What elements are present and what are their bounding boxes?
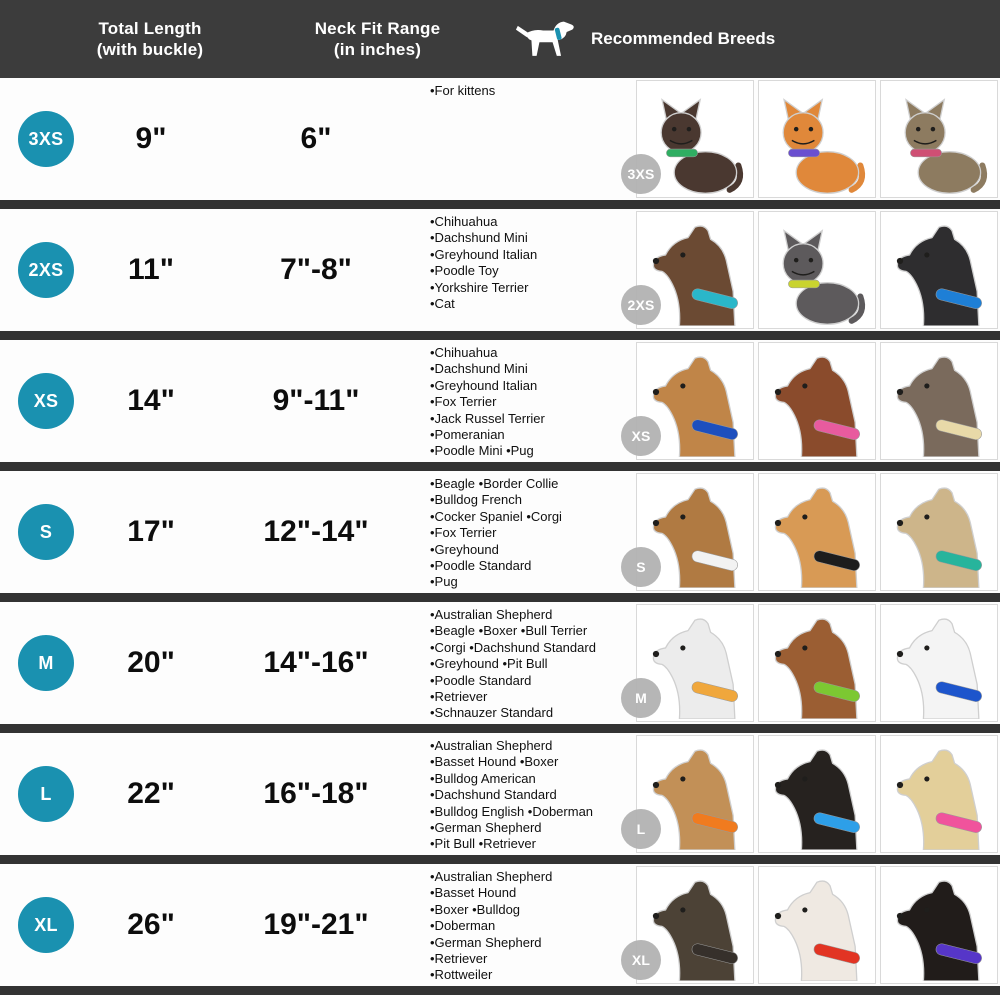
dog-photo bbox=[880, 735, 998, 853]
header-neck-fit-line2: (in inches) bbox=[333, 40, 422, 59]
size-label: XS bbox=[33, 390, 59, 411]
size-badge bbox=[18, 242, 74, 298]
breed-item: •Pit Bull •Retriever bbox=[430, 836, 536, 852]
breed-list bbox=[422, 864, 632, 986]
size-badge bbox=[18, 504, 74, 560]
breed-item: •Cocker Spaniel •Corgi bbox=[430, 508, 562, 524]
breed-item: •Dachshund Mini bbox=[430, 230, 528, 246]
row-separator bbox=[0, 724, 1000, 733]
size-label: XL bbox=[34, 914, 58, 935]
photo-strip bbox=[636, 733, 1000, 855]
dog-photo bbox=[758, 604, 876, 722]
neck-fit-value: 7"-8" bbox=[280, 253, 352, 286]
photo-strip bbox=[631, 864, 1000, 986]
dog-photo bbox=[631, 866, 754, 984]
dog-photo-icon bbox=[765, 353, 869, 457]
size-cell bbox=[0, 209, 92, 331]
breed-item: •German Shepherd bbox=[430, 934, 542, 950]
dog-photo bbox=[758, 342, 876, 460]
neck-fit-value: 19"-21" bbox=[263, 908, 369, 941]
breed-list bbox=[422, 602, 632, 724]
total-length-value: 26" bbox=[127, 908, 175, 941]
size-cell bbox=[0, 471, 92, 593]
photo-strip bbox=[636, 471, 1000, 593]
size-badge bbox=[18, 111, 74, 167]
size-badge bbox=[18, 766, 74, 822]
row-separator bbox=[0, 855, 1000, 864]
dog-photo bbox=[880, 211, 998, 329]
dog-photo-icon bbox=[887, 615, 991, 719]
breed-item: •Poodle Standard bbox=[430, 672, 532, 688]
size-cell bbox=[0, 733, 92, 855]
cat-photo-icon bbox=[887, 91, 991, 195]
header-neck-fit-line1: Neck Fit Range bbox=[314, 19, 441, 38]
size-cell bbox=[0, 864, 92, 986]
breed-item: •Schnauzer Standard bbox=[430, 705, 554, 721]
cat-photo-icon bbox=[765, 91, 869, 195]
breed-item: •Beagle •Border Collie bbox=[430, 476, 559, 491]
size-cell bbox=[0, 602, 92, 724]
breed-item: •Cat bbox=[430, 296, 455, 312]
breed-list bbox=[422, 340, 632, 462]
breed-list bbox=[422, 209, 632, 331]
size-label: 3XS bbox=[28, 128, 64, 149]
neck-fit-value: 6" bbox=[300, 122, 332, 155]
breed-item: •Poodle Mini •Pug bbox=[430, 443, 534, 459]
breed-item: •Australian Shepherd bbox=[430, 869, 553, 884]
size-badge bbox=[18, 373, 74, 429]
neck-fit-value: 9"-11" bbox=[272, 384, 360, 417]
size-badge bbox=[18, 897, 74, 953]
breed-list bbox=[422, 733, 632, 855]
recommended-breeds-label: Recommended Breeds bbox=[591, 29, 776, 48]
breed-item: •Bulldog English •Doberman bbox=[430, 803, 594, 819]
dog-photo bbox=[880, 342, 998, 460]
breed-item: •Greyhound Italian bbox=[430, 377, 538, 393]
cat-photo bbox=[880, 80, 998, 198]
breed-item: •Basset Hound •Boxer bbox=[430, 754, 559, 770]
cat-photo bbox=[758, 211, 876, 329]
dog-photo-icon bbox=[887, 746, 991, 850]
breed-item: •Greyhound bbox=[430, 541, 499, 557]
header-neck-fit bbox=[300, 18, 455, 60]
dog-photo-icon bbox=[765, 877, 869, 981]
dog-photo bbox=[636, 735, 754, 853]
breed-item: •Boxer •Bulldog bbox=[430, 901, 521, 917]
dog-photo-icon bbox=[887, 877, 991, 981]
size-label: 2XS bbox=[28, 259, 64, 280]
breed-item: •Doberman bbox=[430, 918, 496, 934]
breed-item: •Australian Shepherd bbox=[430, 738, 553, 753]
dog-photo bbox=[880, 866, 998, 984]
total-length-value: 22" bbox=[127, 777, 175, 810]
size-cell bbox=[0, 78, 92, 200]
row-separator bbox=[0, 462, 1000, 471]
size-cell bbox=[0, 340, 92, 462]
breed-item: •For kittens bbox=[430, 83, 496, 98]
breed-item: •Retriever bbox=[430, 951, 488, 967]
total-length-value: 11" bbox=[128, 253, 174, 286]
photo-size-badge: L bbox=[621, 809, 661, 849]
breed-item: •Dachshund Standard bbox=[430, 787, 557, 803]
photo-strip bbox=[636, 602, 1000, 724]
breed-item: •Beagle •Boxer •Bull Terrier bbox=[430, 623, 588, 639]
row-separator bbox=[0, 200, 1000, 209]
breed-item: •Pug bbox=[430, 574, 458, 590]
dog-photo bbox=[880, 604, 998, 722]
breed-item: •Retriever bbox=[430, 689, 488, 705]
size-badge bbox=[18, 635, 74, 691]
dog-photo-icon bbox=[887, 353, 991, 457]
header-recommended-breeds bbox=[515, 19, 775, 59]
dog-photo-icon bbox=[887, 484, 991, 588]
neck-fit-value: 16"-18" bbox=[263, 777, 369, 810]
photo-strip bbox=[627, 78, 1000, 200]
size-row bbox=[0, 471, 1000, 593]
breed-item: •Jack Russel Terrier bbox=[430, 410, 545, 426]
size-label: S bbox=[39, 521, 53, 542]
size-label: M bbox=[38, 652, 54, 673]
breed-item: •Dachshund Mini bbox=[430, 361, 528, 377]
total-length-value: 20" bbox=[127, 646, 175, 679]
row-separator bbox=[0, 593, 1000, 602]
breed-item: •Poodle Standard bbox=[430, 558, 532, 574]
neck-fit-value: 14"-16" bbox=[263, 646, 369, 679]
header-total-length-line1: Total Length bbox=[98, 19, 202, 38]
breed-item: •Fox Terrier bbox=[430, 525, 497, 541]
cat-photo bbox=[758, 80, 876, 198]
dog-photo-icon bbox=[887, 222, 991, 326]
total-length-value: 14" bbox=[127, 384, 175, 417]
size-row bbox=[0, 340, 1000, 462]
dog-photo bbox=[631, 342, 754, 460]
cat-photo bbox=[627, 80, 754, 198]
breed-item: •Bulldog French bbox=[430, 492, 522, 508]
breed-item: •Corgi •Dachshund Standard bbox=[430, 639, 596, 655]
size-row bbox=[0, 733, 1000, 855]
dog-photo bbox=[636, 473, 754, 591]
dog-photo-icon bbox=[765, 615, 869, 719]
table-header bbox=[0, 0, 1000, 78]
breed-item: •Greyhound Italian bbox=[430, 246, 538, 262]
dog-photo-icon bbox=[765, 746, 869, 850]
breed-item: •Bulldog American bbox=[430, 770, 536, 786]
dog-photo bbox=[880, 473, 998, 591]
breed-item: •Chihuahua bbox=[430, 214, 498, 229]
breed-list bbox=[422, 471, 632, 593]
total-length-value: 17" bbox=[127, 515, 175, 548]
size-rows bbox=[0, 78, 1000, 995]
breed-item: •Poodle Toy bbox=[430, 263, 499, 279]
photo-strip bbox=[627, 209, 1000, 331]
header-total-length-line2: (with buckle) bbox=[96, 40, 204, 59]
photo-size-badge: M bbox=[621, 678, 661, 718]
breed-item: •Australian Shepherd bbox=[430, 607, 553, 622]
row-separator bbox=[0, 331, 1000, 340]
dog-photo bbox=[758, 473, 876, 591]
cat-photo-icon bbox=[765, 222, 869, 326]
breed-list bbox=[422, 78, 632, 200]
size-row bbox=[0, 209, 1000, 331]
total-length-value: 9" bbox=[135, 122, 167, 155]
size-row bbox=[0, 78, 1000, 200]
dog-photo bbox=[636, 604, 754, 722]
dog-photo bbox=[758, 735, 876, 853]
breed-item: •Yorkshire Terrier bbox=[430, 279, 529, 295]
photo-strip bbox=[631, 340, 1000, 462]
row-separator bbox=[0, 986, 1000, 995]
size-label: L bbox=[40, 783, 52, 804]
breed-item: •Basset Hound bbox=[430, 885, 517, 901]
breed-item: •Rottweiler bbox=[430, 967, 493, 983]
photo-size-badge: 2XS bbox=[621, 285, 661, 325]
photo-size-badge: S bbox=[621, 547, 661, 587]
dog-photo bbox=[627, 211, 754, 329]
breed-item: •Greyhound •Pit Bull bbox=[430, 656, 548, 672]
breed-item: •German Shepherd bbox=[430, 820, 542, 836]
photo-size-badge: XS bbox=[621, 416, 661, 456]
breed-item: •Chihuahua bbox=[430, 345, 498, 360]
size-row bbox=[0, 864, 1000, 986]
neck-fit-value: 12"-14" bbox=[263, 515, 369, 548]
dog-icon bbox=[515, 19, 577, 59]
photo-size-badge: 3XS bbox=[621, 154, 661, 194]
breed-item: •Pomeranian bbox=[430, 427, 505, 443]
dog-photo bbox=[758, 866, 876, 984]
dog-photo-icon bbox=[765, 484, 869, 588]
breed-item: •Fox Terrier bbox=[430, 394, 497, 410]
size-row bbox=[0, 602, 1000, 724]
photo-size-badge: XL bbox=[621, 940, 661, 980]
header-total-length bbox=[0, 18, 300, 60]
